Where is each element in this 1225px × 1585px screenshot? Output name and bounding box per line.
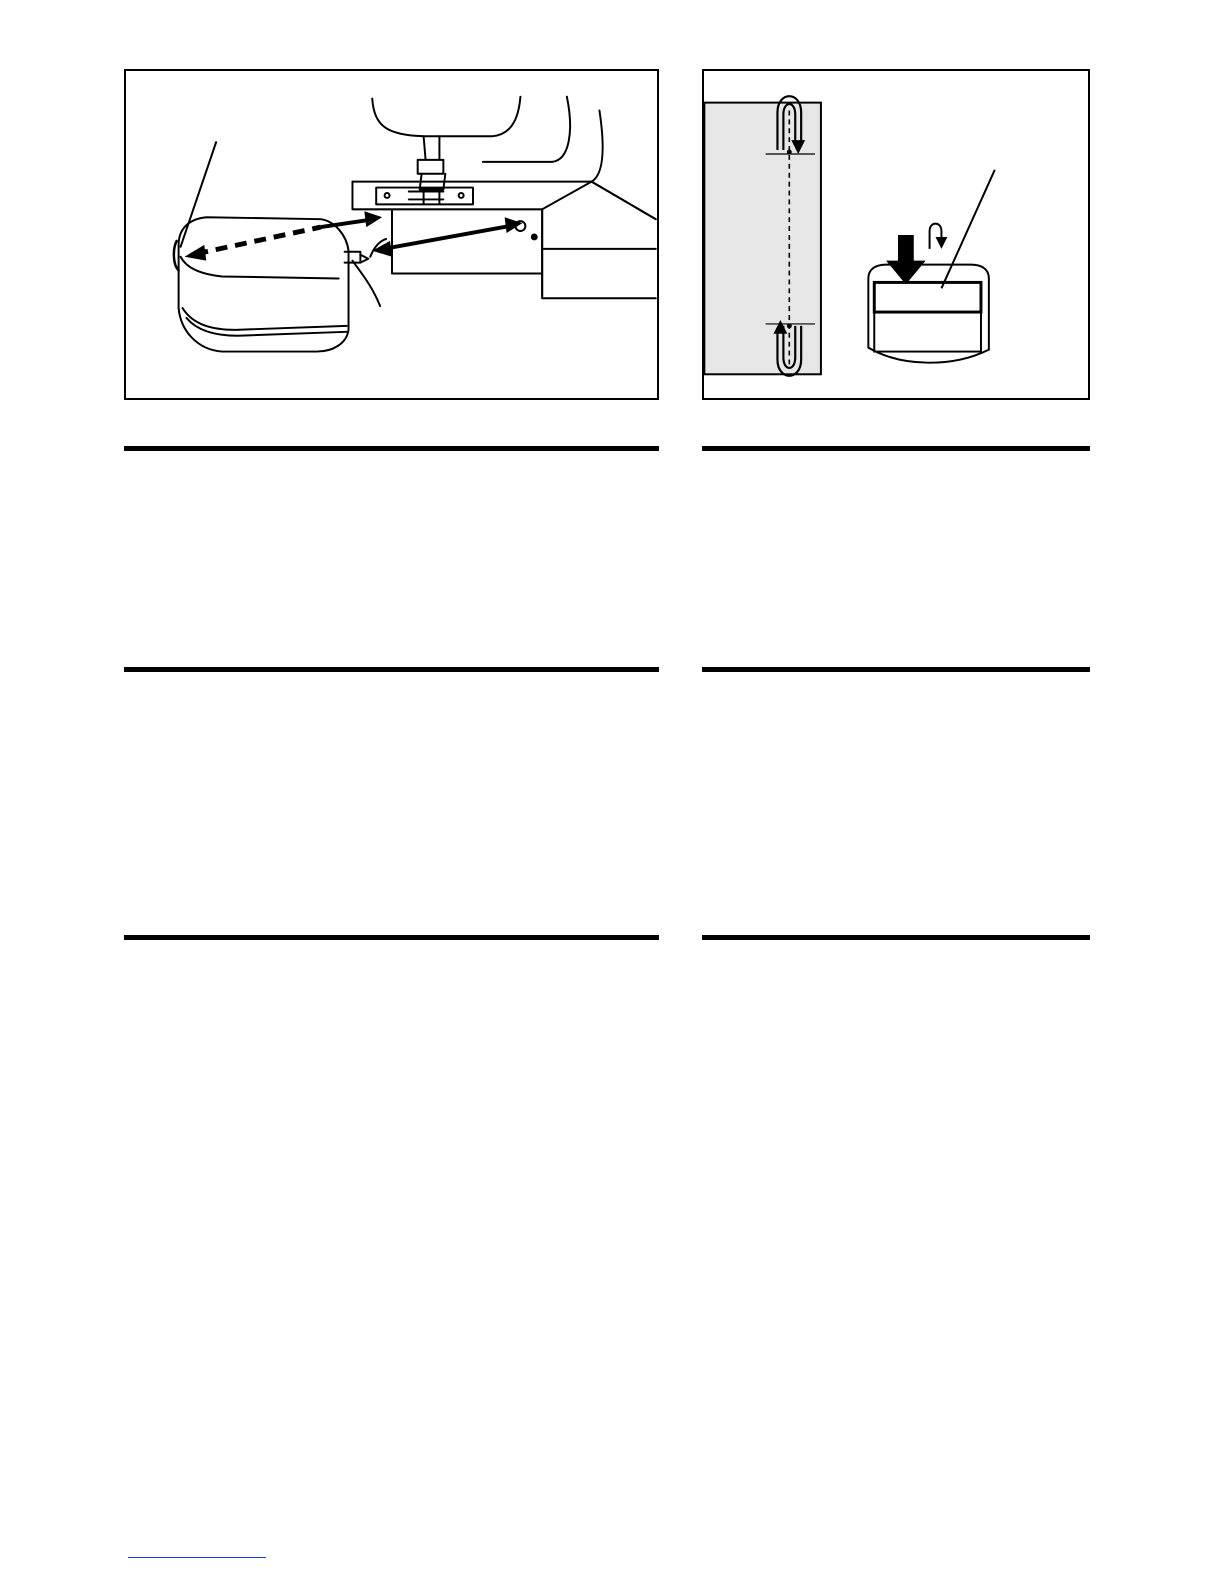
section-divider-right-2 (702, 667, 1090, 672)
footnote-link-underline (128, 1557, 266, 1558)
section-divider-left-2 (124, 667, 659, 672)
section-divider-left-3 (124, 935, 659, 940)
figure-reverse-stitch (702, 69, 1090, 400)
section-divider-right-3 (702, 935, 1090, 940)
section-divider-right-1 (702, 446, 1090, 451)
figure-extension-table (124, 69, 659, 400)
sewing-machine-extension-table-icon (126, 71, 657, 398)
reverse-stitch-fabric-icon (704, 71, 1088, 398)
section-divider-left-1 (124, 446, 659, 451)
